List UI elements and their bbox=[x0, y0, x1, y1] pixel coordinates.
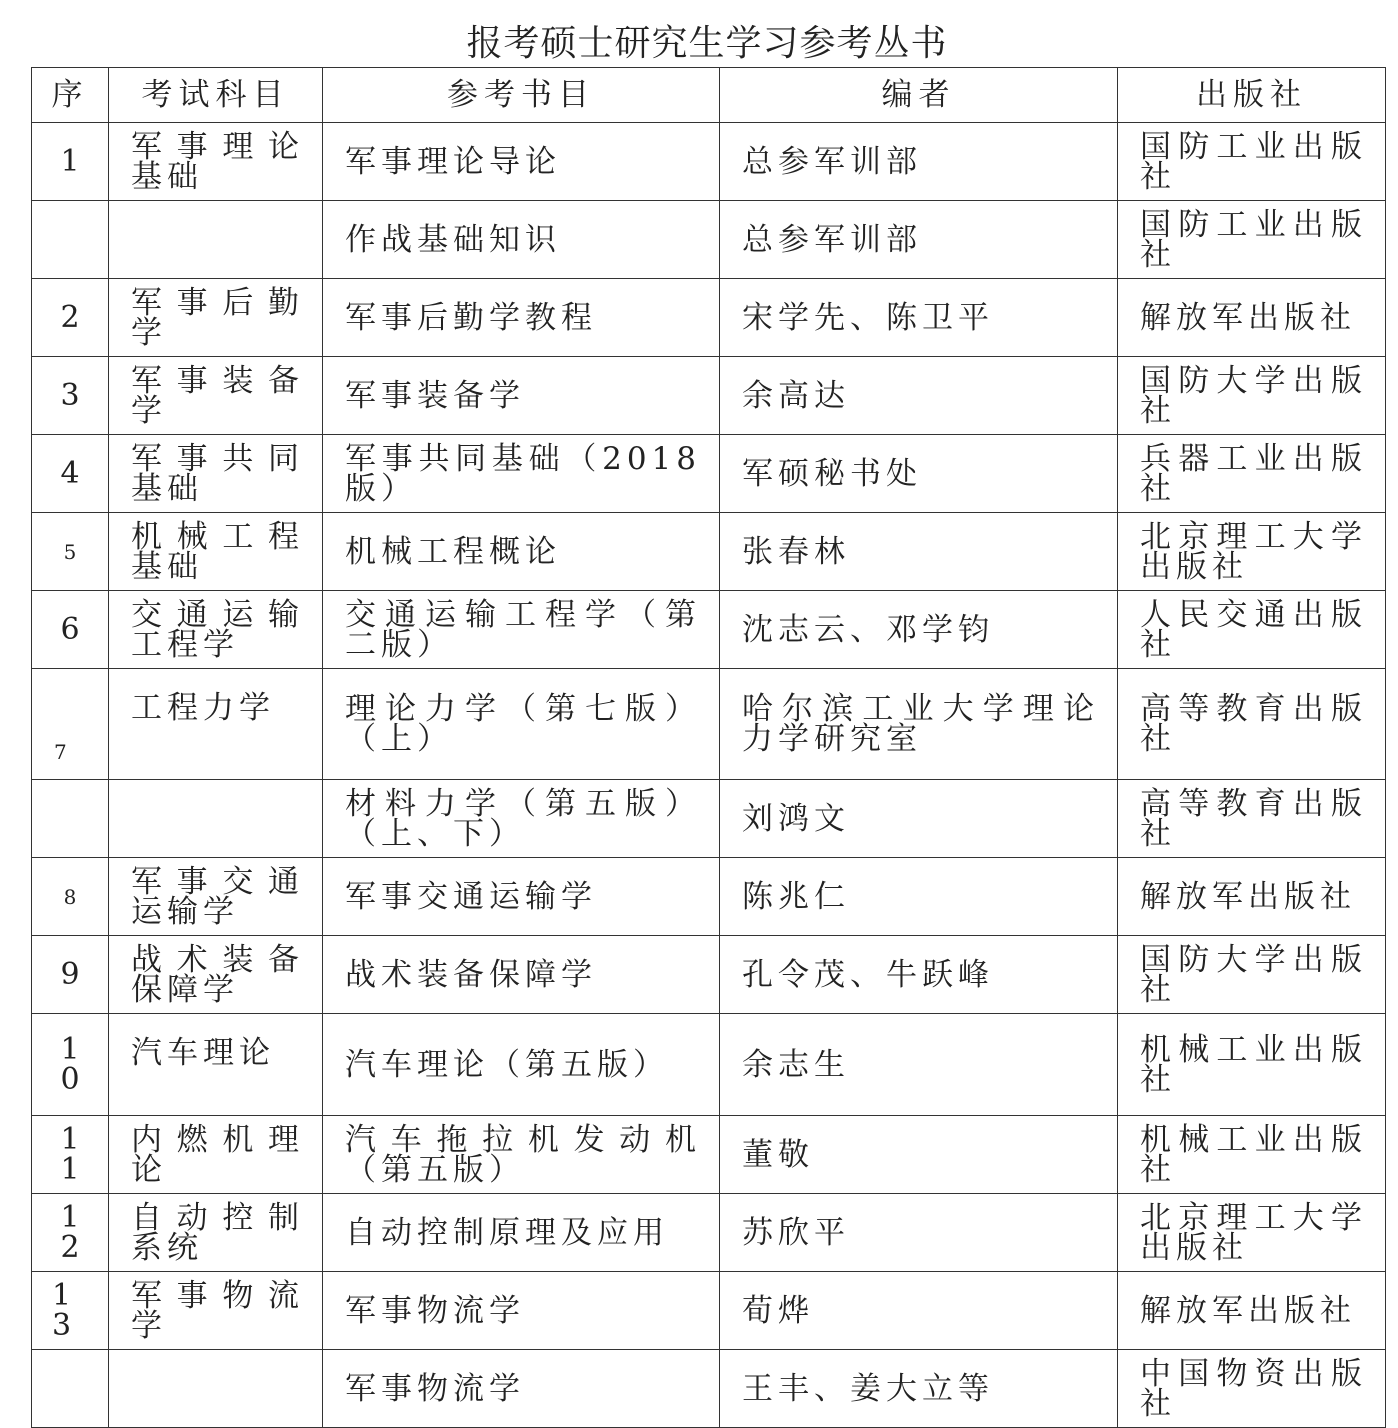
cell-seq bbox=[32, 780, 109, 858]
cell-book: 交通运输工程学（第二版） bbox=[323, 591, 720, 669]
cell-book: 军事物流学 bbox=[323, 1350, 720, 1428]
cell-seq: 11 bbox=[32, 1116, 109, 1194]
cell-book: 汽车理论（第五版） bbox=[323, 1014, 720, 1116]
cell-author: 荀烨 bbox=[720, 1272, 1118, 1350]
cell-seq: 3 bbox=[32, 357, 109, 435]
cell-seq: 4 bbox=[32, 435, 109, 513]
table-row bbox=[32, 435, 1386, 513]
cell-seq bbox=[32, 1350, 109, 1428]
cell-publisher: 机械工业出版社 bbox=[1118, 1116, 1386, 1194]
table-row bbox=[32, 1272, 1386, 1350]
cell-subject: 军事后勤学 bbox=[109, 279, 323, 357]
cell-subject bbox=[109, 201, 323, 279]
table-row bbox=[32, 1194, 1386, 1272]
table-row bbox=[32, 1116, 1386, 1194]
cell-publisher: 兵器工业出版社 bbox=[1118, 435, 1386, 513]
cell-book: 机械工程概论 bbox=[323, 513, 720, 591]
cell-author: 军硕秘书处 bbox=[720, 435, 1118, 513]
cell-book: 军事后勤学教程 bbox=[323, 279, 720, 357]
cell-subject: 交通运输工程学 bbox=[109, 591, 323, 669]
cell-author: 总参军训部 bbox=[720, 123, 1118, 201]
cell-author: 张春林 bbox=[720, 513, 1118, 591]
cell-book: 战术装备保障学 bbox=[323, 936, 720, 1014]
cell-book: 理论力学（第七版）（上） bbox=[323, 669, 720, 780]
cell-publisher: 解放军出版社 bbox=[1118, 858, 1386, 936]
cell-seq: 7 bbox=[32, 669, 109, 780]
table-row bbox=[32, 780, 1386, 858]
cell-author: 苏欣平 bbox=[720, 1194, 1118, 1272]
cell-subject: 军事交通运输学 bbox=[109, 858, 323, 936]
cell-seq: 2 bbox=[32, 279, 109, 357]
cell-publisher: 中国物资出版社 bbox=[1118, 1350, 1386, 1428]
header-seq: 序 bbox=[32, 68, 109, 123]
table-row bbox=[32, 513, 1386, 591]
cell-subject: 军事物流学 bbox=[109, 1272, 323, 1350]
cell-publisher: 解放军出版社 bbox=[1118, 279, 1386, 357]
cell-subject: 工程力学 bbox=[109, 669, 323, 780]
cell-publisher: 北京理工大学出版社 bbox=[1118, 513, 1386, 591]
table-row bbox=[32, 123, 1386, 201]
cell-seq: 13 bbox=[32, 1272, 109, 1350]
cell-author: 哈尔滨工业大学理论力学研究室 bbox=[720, 669, 1118, 780]
cell-author: 余志生 bbox=[720, 1014, 1118, 1116]
cell-publisher: 高等教育出版社 bbox=[1118, 780, 1386, 858]
cell-seq: 9 bbox=[32, 936, 109, 1014]
table-row bbox=[32, 591, 1386, 669]
cell-subject bbox=[109, 1350, 323, 1428]
cell-book: 作战基础知识 bbox=[323, 201, 720, 279]
table-row bbox=[32, 357, 1386, 435]
table-row bbox=[32, 279, 1386, 357]
cell-book: 军事物流学 bbox=[323, 1272, 720, 1350]
cell-subject: 内燃机理论 bbox=[109, 1116, 323, 1194]
table-row bbox=[32, 1014, 1386, 1116]
table-row bbox=[32, 1350, 1386, 1428]
cell-book: 材料力学（第五版）（上、下） bbox=[323, 780, 720, 858]
cell-publisher: 人民交通出版社 bbox=[1118, 591, 1386, 669]
cell-seq: 12 bbox=[32, 1194, 109, 1272]
cell-book: 军事交通运输学 bbox=[323, 858, 720, 936]
cell-subject: 军事理论基础 bbox=[109, 123, 323, 201]
header-author: 编者 bbox=[720, 68, 1118, 123]
cell-subject: 军事装备学 bbox=[109, 357, 323, 435]
table-header-row bbox=[32, 68, 1386, 123]
header-subject: 考试科目 bbox=[109, 68, 323, 123]
cell-author: 总参军训部 bbox=[720, 201, 1118, 279]
cell-publisher: 高等教育出版社 bbox=[1118, 669, 1386, 780]
cell-book: 军事理论导论 bbox=[323, 123, 720, 201]
table-row bbox=[32, 858, 1386, 936]
cell-subject bbox=[109, 780, 323, 858]
cell-publisher: 北京理工大学出版社 bbox=[1118, 1194, 1386, 1272]
cell-author: 陈兆仁 bbox=[720, 858, 1118, 936]
table-row bbox=[32, 201, 1386, 279]
cell-subject: 自动控制系统 bbox=[109, 1194, 323, 1272]
cell-seq: 5 bbox=[32, 513, 109, 591]
cell-seq: 10 bbox=[32, 1014, 109, 1116]
cell-publisher: 国防大学出版社 bbox=[1118, 357, 1386, 435]
table-row bbox=[32, 669, 1386, 780]
cell-publisher: 解放军出版社 bbox=[1118, 1272, 1386, 1350]
cell-subject: 军事共同基础 bbox=[109, 435, 323, 513]
cell-book: 军事装备学 bbox=[323, 357, 720, 435]
cell-publisher: 国防大学出版社 bbox=[1118, 936, 1386, 1014]
cell-subject: 机械工程基础 bbox=[109, 513, 323, 591]
table-row bbox=[32, 936, 1386, 1014]
cell-publisher: 机械工业出版社 bbox=[1118, 1014, 1386, 1116]
cell-subject: 战术装备保障学 bbox=[109, 936, 323, 1014]
cell-seq: 6 bbox=[32, 591, 109, 669]
cell-book: 军事共同基础（2018版） bbox=[323, 435, 720, 513]
header-book: 参考书目 bbox=[323, 68, 720, 123]
cell-seq bbox=[32, 201, 109, 279]
cell-subject: 汽车理论 bbox=[109, 1014, 323, 1116]
cell-author: 董敬 bbox=[720, 1116, 1118, 1194]
cell-author: 王丰、姜大立等 bbox=[720, 1350, 1118, 1428]
cell-author: 孔令茂、牛跃峰 bbox=[720, 936, 1118, 1014]
reference-book-table bbox=[31, 67, 1386, 1428]
cell-book: 汽车拖拉机发动机（第五版） bbox=[323, 1116, 720, 1194]
cell-author: 宋学先、陈卫平 bbox=[720, 279, 1118, 357]
header-publisher: 出版社 bbox=[1118, 68, 1386, 123]
cell-seq: 1 bbox=[32, 123, 109, 201]
cell-publisher: 国防工业出版社 bbox=[1118, 201, 1386, 279]
cell-book: 自动控制原理及应用 bbox=[323, 1194, 720, 1272]
cell-publisher: 国防工业出版社 bbox=[1118, 123, 1386, 201]
document-title: 报考硕士研究生学习参考丛书 bbox=[466, 23, 948, 64]
cell-seq: 8 bbox=[32, 858, 109, 936]
cell-author: 刘鸿文 bbox=[720, 780, 1118, 858]
cell-author: 沈志云、邓学钧 bbox=[720, 591, 1118, 669]
cell-author: 余高达 bbox=[720, 357, 1118, 435]
